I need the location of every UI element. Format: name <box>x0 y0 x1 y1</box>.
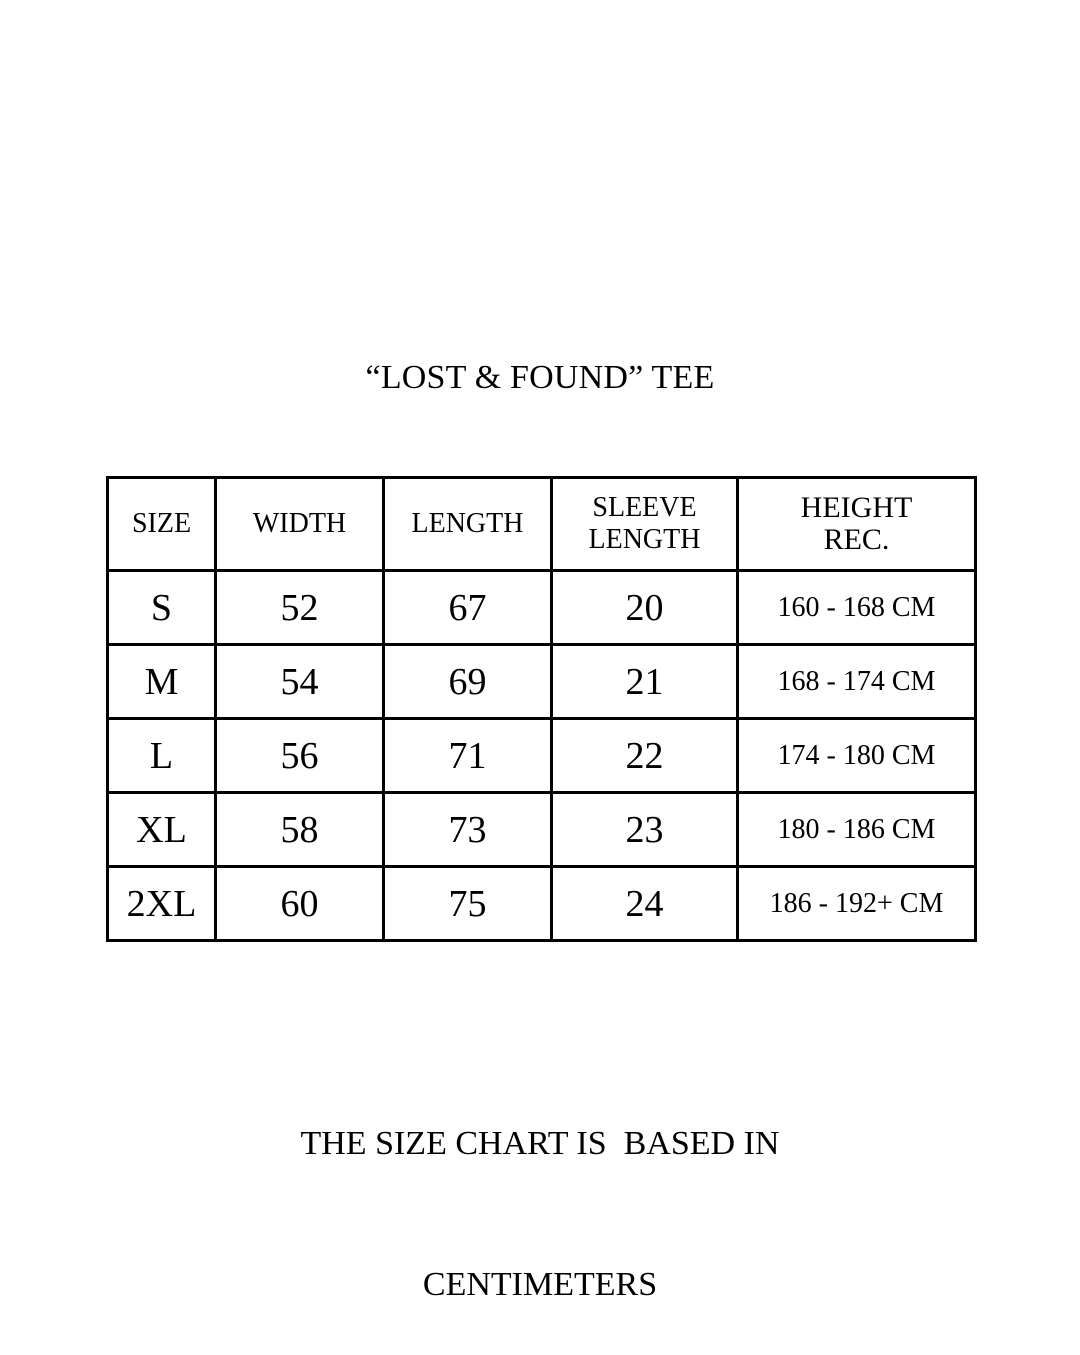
cell-size: 2XL <box>108 867 216 941</box>
cell-sleeve: 24 <box>552 867 738 941</box>
cell-height: 160 - 168 CM <box>738 571 976 645</box>
cell-size: XL <box>108 793 216 867</box>
header-height-rec <box>738 478 976 571</box>
cell-height: 186 - 192+ CM <box>738 867 976 941</box>
cell-width: 54 <box>216 645 384 719</box>
cell-height: 180 - 186 CM <box>738 793 976 867</box>
cell-length: 71 <box>384 719 552 793</box>
header-size: SIZE <box>108 478 216 571</box>
cell-width: 60 <box>216 867 384 941</box>
cell-sleeve: 22 <box>552 719 738 793</box>
cell-width: 52 <box>216 571 384 645</box>
cell-width: 56 <box>216 719 384 793</box>
table-header-row <box>108 478 976 571</box>
cell-sleeve: 23 <box>552 793 738 867</box>
footer-note-line2: CENTIMETERS <box>422 1266 658 1303</box>
cell-height: 174 - 180 CM <box>738 719 976 793</box>
size-chart-table <box>106 476 977 942</box>
page-title: “LOST & FOUND” TEE <box>365 359 715 396</box>
table-row <box>108 793 976 867</box>
header-sleeve-line1: SLEEVE <box>592 492 697 523</box>
header-sleeve-length <box>552 478 738 571</box>
footer-note <box>0 1026 1080 1355</box>
cell-width: 58 <box>216 793 384 867</box>
cell-height: 168 - 174 CM <box>738 645 976 719</box>
footer-note-line1: THE SIZE CHART IS BASED IN <box>300 1125 780 1162</box>
cell-sleeve: 21 <box>552 645 738 719</box>
cell-size: S <box>108 571 216 645</box>
header-sleeve-line2: LENGTH <box>588 524 701 555</box>
cell-sleeve: 20 <box>552 571 738 645</box>
header-height-line2: REC. <box>823 523 890 556</box>
cell-size: L <box>108 719 216 793</box>
table-row <box>108 719 976 793</box>
header-height-line1: HEIGHT <box>800 491 913 524</box>
cell-length: 73 <box>384 793 552 867</box>
table-row <box>108 645 976 719</box>
cell-size: M <box>108 645 216 719</box>
header-length: LENGTH <box>384 478 552 571</box>
header-width: WIDTH <box>216 478 384 571</box>
cell-length: 67 <box>384 571 552 645</box>
cell-length: 75 <box>384 867 552 941</box>
table-row <box>108 867 976 941</box>
cell-length: 69 <box>384 645 552 719</box>
table-row <box>108 571 976 645</box>
